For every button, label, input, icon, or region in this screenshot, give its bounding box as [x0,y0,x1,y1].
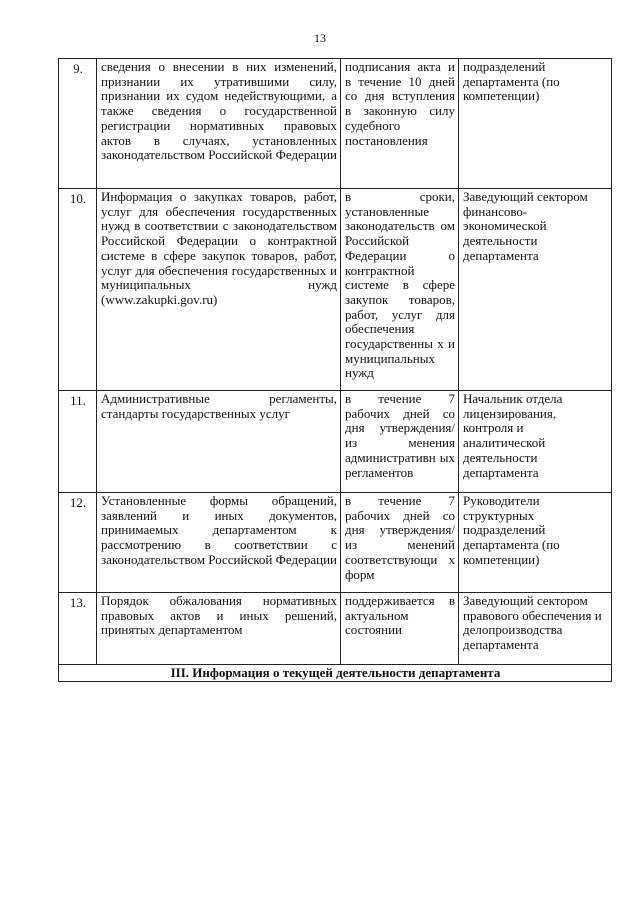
row-responsible: Заведующий сектором правового обеспечения и делопроизводства департамента [459,593,612,665]
row-term: в течение 7 рабочих дней со дня утверждения/из менения административн ых регламентов [341,391,459,493]
row-number: 9. [59,59,97,189]
row-description: Установленные формы обращений, заявлений и иных документов, принимаемых департаментом к рассмотрению в соответствии с законодательством Российской Федерации [97,493,341,593]
section-row [59,665,612,682]
row-responsible: Заведующий сектором финансово-экономической деятельности департамента [459,189,612,391]
row-responsible: подразделений департамента (по компетенции) [459,59,612,189]
table-row [59,189,612,391]
row-number: 11. [59,391,97,493]
row-description: Порядок обжалования нормативных правовых актов и иных решений, принятых департаментом [97,593,341,665]
table-row [59,493,612,593]
row-term: подписания акта и в течение 10 дней со дня вступления в законную силу судебного постановления [341,59,459,189]
row-number: 10. [59,189,97,391]
table-row [59,391,612,493]
row-description: сведения о внесении в них изменений, признании их утратившими силу, признании их судом недействующими, а также сведения о государственной регистрации нормативных правовых актов в случаях, установленных законодательством Российской Федерации [97,59,341,189]
row-term: в течение 7 рабочих дней со дня утверждения/из менений соответствующи х форм [341,493,459,593]
row-term: поддерживается в актуальном состоянии [341,593,459,665]
table-row [59,59,612,189]
row-number: 12. [59,493,97,593]
row-number: 13. [59,593,97,665]
row-responsible: Начальник отдела лицензирования, контроля и аналитической деятельности департамента [459,391,612,493]
info-table [58,58,612,682]
row-responsible: Руководители структурных подразделений департамента (по компетенции) [459,493,612,593]
table-row [59,593,612,665]
page-number: 13 [314,31,326,45]
section-heading: III. Информация о текущей деятельности департамента [59,665,612,682]
row-term: в сроки, установленные законодательств ом Российской Федерации о контрактной системе в сфере закупок товаров, работ, услуг для обеспечения государственны х и муниципальных нужд [341,189,459,391]
row-description: Административные регламенты, стандарты государственных услуг [97,391,341,493]
row-description: Информация о закупках товаров, работ, услуг для обеспечения государственных нужд в соответствии с законодательством Российской Федерации о контрактной системе в сфере закупок товаров, работ, услуг для обеспечения государственных и муниципальных нужд (www.zakupki.gov.ru) [97,189,341,391]
